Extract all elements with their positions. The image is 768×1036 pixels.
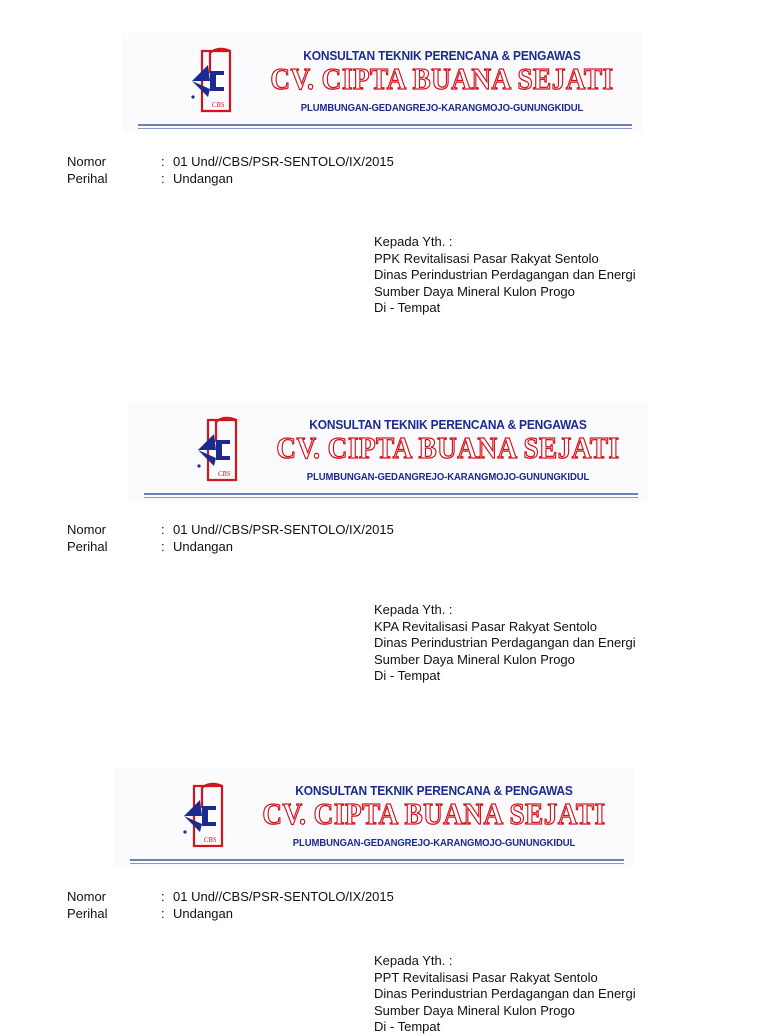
recipient-greeting: Kepada Yth. :: [374, 953, 453, 968]
company-address: PLUMBUNGAN-GEDANGREJO-KARANGMOJO-GUNUNGKIDUL: [300, 103, 584, 114]
letterhead-rule-thin: [138, 128, 632, 129]
letterhead-rule: [138, 124, 632, 126]
colon: :: [161, 905, 165, 921]
letter-meta: [67, 522, 394, 555]
nomor-value: 01 Und//CBS/PSR-SENTOLO/IX/2015: [173, 522, 394, 537]
company-logo: [180, 780, 228, 852]
nomor-value: 01 Und//CBS/PSR-SENTOLO/IX/2015: [173, 154, 394, 169]
company-address: PLUMBUNGAN-GEDANGREJO-KARANGMOJO-GUNUNGKIDUL: [292, 838, 576, 849]
perihal-value: Undangan: [173, 905, 233, 921]
perihal-row: [67, 906, 394, 923]
nomor-label: Nomor: [67, 154, 107, 169]
recipient-location: Di - Tempat: [374, 1019, 441, 1034]
colon: :: [161, 538, 165, 554]
recipient-location: Di - Tempat: [374, 300, 441, 315]
colon: :: [161, 170, 165, 186]
svg-text:CBS: CBS: [217, 470, 231, 478]
svg-text:CBS: CBS: [203, 836, 217, 844]
recipient-greeting: Kepada Yth. :: [374, 602, 453, 617]
recipient-line: PPK Revitalisasi Pasar Rakyat Sentolo: [374, 250, 599, 266]
perihal-row: [67, 171, 394, 188]
recipient-line: Dinas Perindustrian Perdagangan dan Energi: [374, 635, 636, 650]
letter-meta: [67, 154, 394, 187]
letterhead-tagline: KONSULTAN TEKNIK PERENCANA & PENGAWAS: [309, 417, 587, 432]
colon: :: [161, 522, 165, 537]
nomor-value: 01 Und//CBS/PSR-SENTOLO/IX/2015: [173, 889, 394, 904]
perihal-label: Perihal: [67, 170, 108, 186]
company-logo: [194, 414, 242, 486]
perihal-value: Undangan: [173, 170, 233, 186]
company-name: CV. CIPTA BUANA SEJATI: [270, 61, 614, 96]
perihal-label: Perihal: [67, 538, 108, 554]
recipient-address: [374, 234, 636, 317]
nomor-row: [67, 154, 394, 171]
nomor-row: [67, 522, 394, 539]
recipient-line: Sumber Daya Mineral Kulon Progo: [374, 283, 575, 299]
recipient-line: PPT Revitalisasi Pasar Rakyat Sentolo: [374, 969, 598, 985]
company-name: CV. CIPTA BUANA SEJATI: [262, 796, 606, 831]
letterhead: [128, 402, 648, 502]
nomor-label: Nomor: [67, 889, 107, 904]
letterhead: [114, 768, 634, 868]
recipient-address: [374, 602, 636, 685]
company-address: PLUMBUNGAN-GEDANGREJO-KARANGMOJO-GUNUNGKIDUL: [306, 472, 590, 483]
letterhead-rule: [130, 859, 624, 861]
perihal-row: [67, 539, 394, 556]
recipient-line: KPA Revitalisasi Pasar Rakyat Sentolo: [374, 618, 598, 634]
company-logo: [188, 45, 236, 117]
perihal-value: Undangan: [173, 538, 233, 554]
svg-text:CBS: CBS: [211, 101, 225, 109]
colon: :: [161, 889, 165, 904]
recipient-location: Di - Tempat: [374, 668, 441, 683]
nomor-row: [67, 889, 394, 906]
letterhead-tagline: KONSULTAN TEKNIK PERENCANA & PENGAWAS: [303, 48, 581, 63]
recipient-greeting: Kepada Yth. :: [374, 234, 453, 249]
recipient-address: [374, 953, 636, 1036]
colon: :: [161, 154, 165, 169]
letter-meta: [67, 889, 394, 922]
recipient-line: Sumber Daya Mineral Kulon Progo: [374, 1002, 575, 1018]
company-name: CV. CIPTA BUANA SEJATI: [276, 430, 620, 465]
perihal-label: Perihal: [67, 905, 108, 921]
recipient-line: Dinas Perindustrian Perdagangan dan Energi: [374, 267, 636, 282]
recipient-line: Sumber Daya Mineral Kulon Progo: [374, 651, 575, 667]
nomor-label: Nomor: [67, 522, 107, 537]
letterhead-rule-thin: [144, 497, 638, 498]
letterhead: [122, 33, 642, 133]
letterhead-rule: [144, 493, 638, 495]
letterhead-tagline: KONSULTAN TEKNIK PERENCANA & PENGAWAS: [295, 783, 573, 798]
recipient-line: Dinas Perindustrian Perdagangan dan Energi: [374, 986, 636, 1001]
letterhead-rule-thin: [130, 863, 624, 864]
